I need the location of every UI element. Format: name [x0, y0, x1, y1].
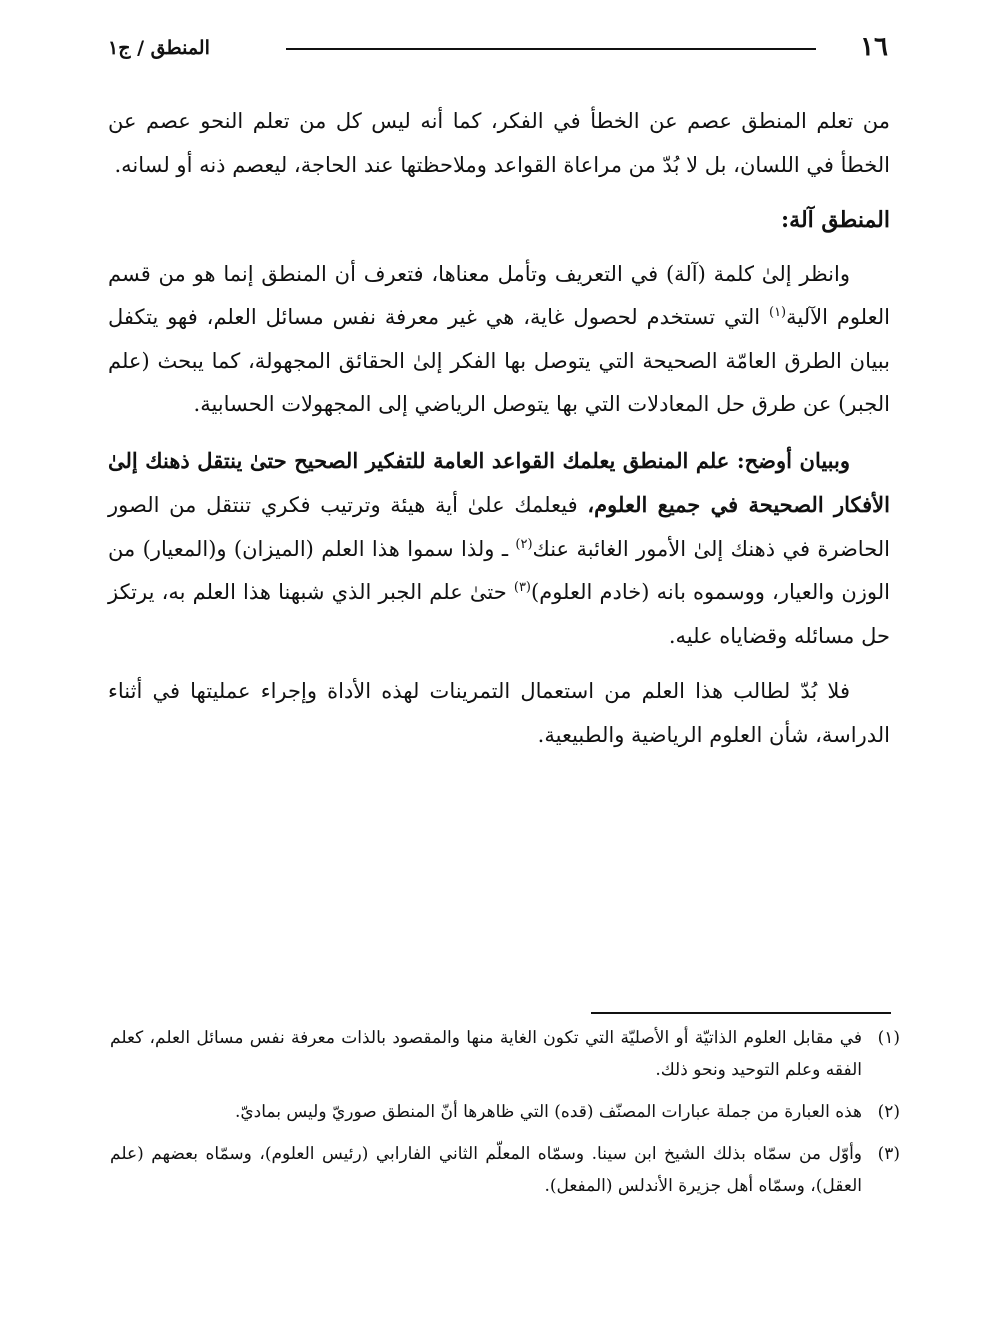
- section-heading: المنطق آلة:: [781, 207, 890, 233]
- footnotes: [110, 1022, 900, 1212]
- page-header: [108, 30, 888, 66]
- footnote-ref-1: (١): [768, 305, 787, 320]
- paragraph-gap: [108, 658, 890, 670]
- paragraph-3-part-a: فيعلمك علىٰ أية هيئة وترتيب فكري تنتقل من الصور الحاضرة في ذهنك إلىٰ الأمور الغائبة عنك: [108, 493, 890, 561]
- paragraph-2: [108, 253, 890, 427]
- paragraph-3-part-c: حتىٰ علم الجبر الذي شبهنا هذا العلم به، يرتكز حل مسائله وقضاياه عليه.: [108, 580, 890, 648]
- paragraph-2-part-a: وانظر إلىٰ كلمة (آلة) في التعريف وتأمل معناها، فتعرف أن المنطق إنما هو من قسم العلوم الآلية: [108, 261, 890, 329]
- footnote-text: في مقابل العلوم الذاتيّة أو الأصليّة التي تكون الغاية منها والمقصود بالذات معرفة نفس مسائل العلم، كعلم الفقه وعلم التوحيد ونحو ذلك.: [110, 1028, 862, 1080]
- footnote-ref-3: (٣): [513, 580, 531, 595]
- paragraph-3-part-b: ـ ولذا سموا هذا العلم (الميزان) و(المعيار) من الوزن والعيار، ووسموه بانه (خادم العلوم): [108, 536, 890, 604]
- paragraph-3-bold: علم المنطق يعلمك القواعد العامة للتفكير الصحيح حتىٰ ينتقل ذهنك إلىٰ الأفكار الصحيحة في جميع العلوم،: [108, 447, 890, 517]
- body-text: [108, 100, 890, 757]
- footnote-number: (٢): [877, 1102, 900, 1122]
- header-rule: [286, 48, 816, 50]
- footnote-rule: [591, 1012, 891, 1014]
- paragraph-2-part-b: التي تستخدم لحصول غاية، هي غير معرفة نفس مسائل العلم، فهو يتكفل ببيان الطرق العامّة الصحيحة التي يتوصل بها الفكر إلىٰ الحقائق المجهولة، كما يبحث (علم الجبر) عن طرق حل المعادلات التي بها يتوصل الرياضي إلى المجهولات الحسابية.: [108, 305, 890, 416]
- footnote-2: [110, 1096, 900, 1128]
- page-number: ١٦: [860, 32, 888, 62]
- paragraph-3: [108, 439, 890, 659]
- paragraph-3-lead: وببيان أوضح:: [729, 447, 851, 473]
- paragraph-4: فلا بُدّ لطالب هذا العلم من استعمال التمرينات لهذه الأداة وإجراء عمليتها في أثناء الدراسة، شأن العلوم الرياضية والطبيعية.: [108, 679, 890, 747]
- footnote-number: (١): [877, 1028, 900, 1048]
- footnote-1: [110, 1022, 900, 1086]
- footnote-text: هذه العبارة من جملة عبارات المصنّف (قده) التي ظاهرها أنّ المنطق صوريّ وليس بماديّ.: [234, 1102, 862, 1122]
- footnote-ref-2: (٢): [515, 536, 533, 552]
- footnote-number: (٣): [877, 1144, 900, 1164]
- footnote-3: [110, 1138, 900, 1202]
- running-title: المنطق / ج١: [108, 37, 210, 59]
- paragraph-gap: [108, 427, 890, 439]
- footnote-text: وأوّل من سمّاه بذلك الشيخ ابن سينا. وسمّاه المعلّم الثاني الفارابي (رئيس العلوم)، وسمّاه بعضهم (علم العقل)، وسمّاه أهل جزيرة الأندلس (المفعل).: [110, 1144, 862, 1196]
- paragraph-1: من تعلم المنطق عصم عن الخطأ في الفكر، كما أنه ليس كل من تعلم النحو عصم عن الخطأ في اللسان، بل لا بُدّ من مراعاة القواعد وملاحظتها عند الحاجة، ليعصم ذنه أو لسانه.: [108, 109, 890, 177]
